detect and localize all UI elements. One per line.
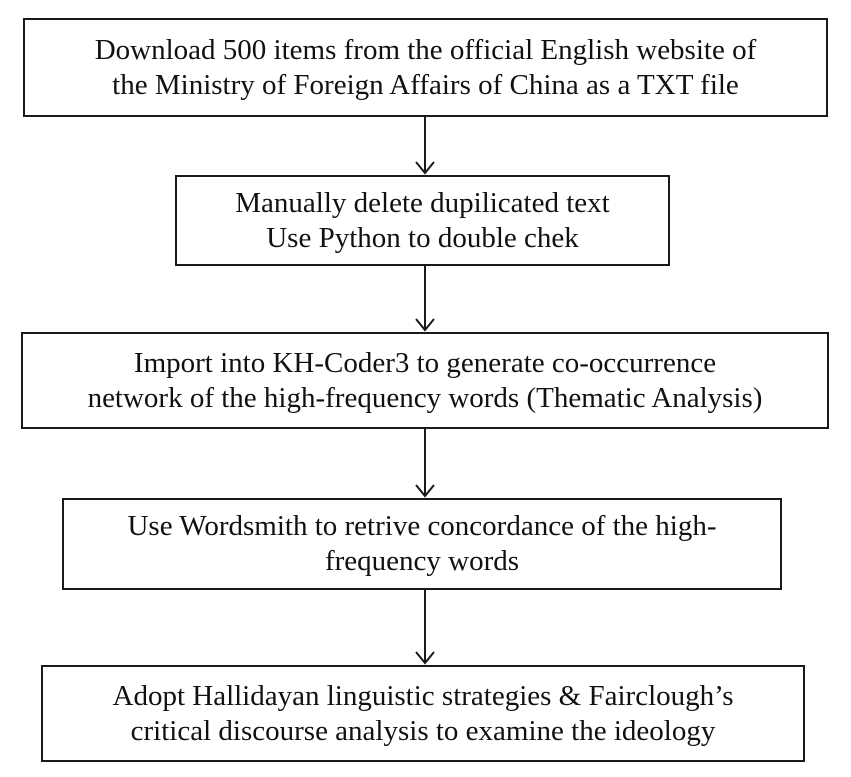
step-4-line-1: Use Wordsmith to retrive concordance of the high-: [127, 510, 717, 542]
step-5-line-2: critical discourse analysis to examine the ideology: [130, 714, 716, 747]
step-3-kh-coder-box: [21, 332, 829, 429]
step-4-wordsmith-box: [62, 498, 782, 590]
step-2-line-1: Manually delete dupilicated text: [235, 186, 610, 219]
step-3-line-1: Import into KH-Coder3 to generate co-occurrence: [133, 346, 717, 379]
arrow-1-to-2: [413, 117, 437, 175]
step-4-line-2: frequency words: [324, 545, 520, 577]
step-1-download-box: [23, 18, 828, 117]
step-1-line-2: the Ministry of Foreign Affairs of China as a TXT file: [112, 68, 739, 101]
step-2-dedupe-box: [175, 175, 670, 266]
step-1-line-1: Download 500 items from the official English website of: [94, 33, 757, 66]
arrow-3-to-4: [413, 429, 437, 498]
arrow-4-to-5: [413, 590, 437, 665]
step-5-analysis-box: [41, 665, 805, 762]
step-3-line-2: network of the high-frequency words (Thematic Analysis): [87, 381, 763, 414]
step-2-line-2: Use Python to double chek: [266, 221, 579, 254]
step-5-line-1: Adopt Hallidayan linguistic strategies & Fairclough’s: [112, 679, 734, 712]
arrow-2-to-3: [413, 266, 437, 332]
